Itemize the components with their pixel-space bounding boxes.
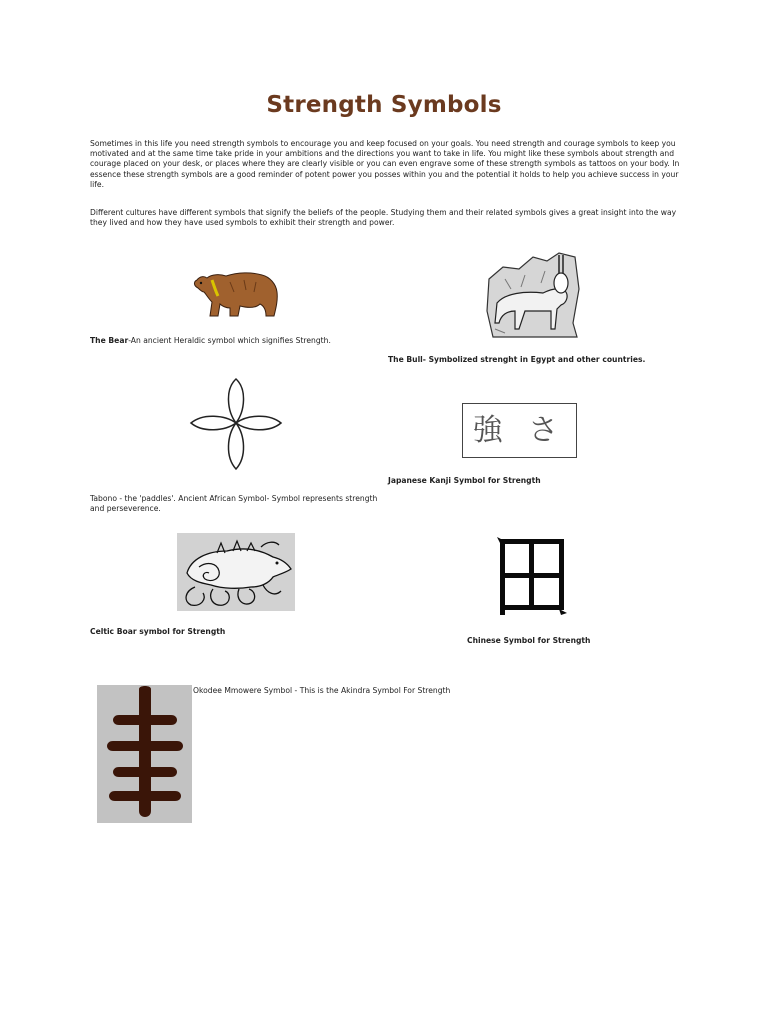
kanji-glyphs: 強 さ [472, 413, 567, 448]
bull-image [485, 249, 581, 339]
chinese-symbol-image [495, 535, 569, 617]
intro-paragraph-2: Different cultures have different symbols that signify the beliefs of the people. Studying them and their related symbols gives a great insight into the way they lived and how they have used symbols to exhibit their strength and power. [90, 208, 677, 228]
bull-caption: The Bull- Symbolized strenght in Egypt and other countries. [388, 355, 646, 364]
bear-image [190, 266, 282, 322]
kanji-image [462, 403, 577, 458]
tabono-caption: Tabono - the 'paddles'. Ancient African Symbol- Symbol represents strength and perseverence. [90, 494, 378, 514]
celtic-boar-caption: Celtic Boar symbol for Strength [90, 627, 226, 636]
tabono-image [189, 375, 283, 471]
celtic-boar-image [177, 533, 295, 611]
okodee-mmowere-image [97, 685, 192, 823]
okodee-caption: Okodee Mmowere Symbol - This is the Akindra Symbol For Strength [193, 686, 451, 695]
intro-paragraph-1: Sometimes in this life you need strength symbols to encourage you and keep focused on your goals. You need strength and courage symbols to keep you motivated and at the same time take pride in your ambitions and the directions you want to take in life. You might like these symbols about strength and courage placed on your desk, or places where they are clearly visible or you can even engrave some of these strength symbols as tattoos on your body. In essence these strength symbols are a good reminder of potent power you posses within you and the potential it holds to help you achieve success in your life. [90, 139, 680, 189]
bear-caption: The Bear-An ancient Heraldic symbol which signifies Strength. [90, 336, 331, 345]
kanji-caption: Japanese Kanji Symbol for Strength [388, 476, 541, 485]
page-title: Strength Symbols [266, 92, 502, 118]
chinese-caption: Chinese Symbol for Strength [467, 636, 591, 645]
